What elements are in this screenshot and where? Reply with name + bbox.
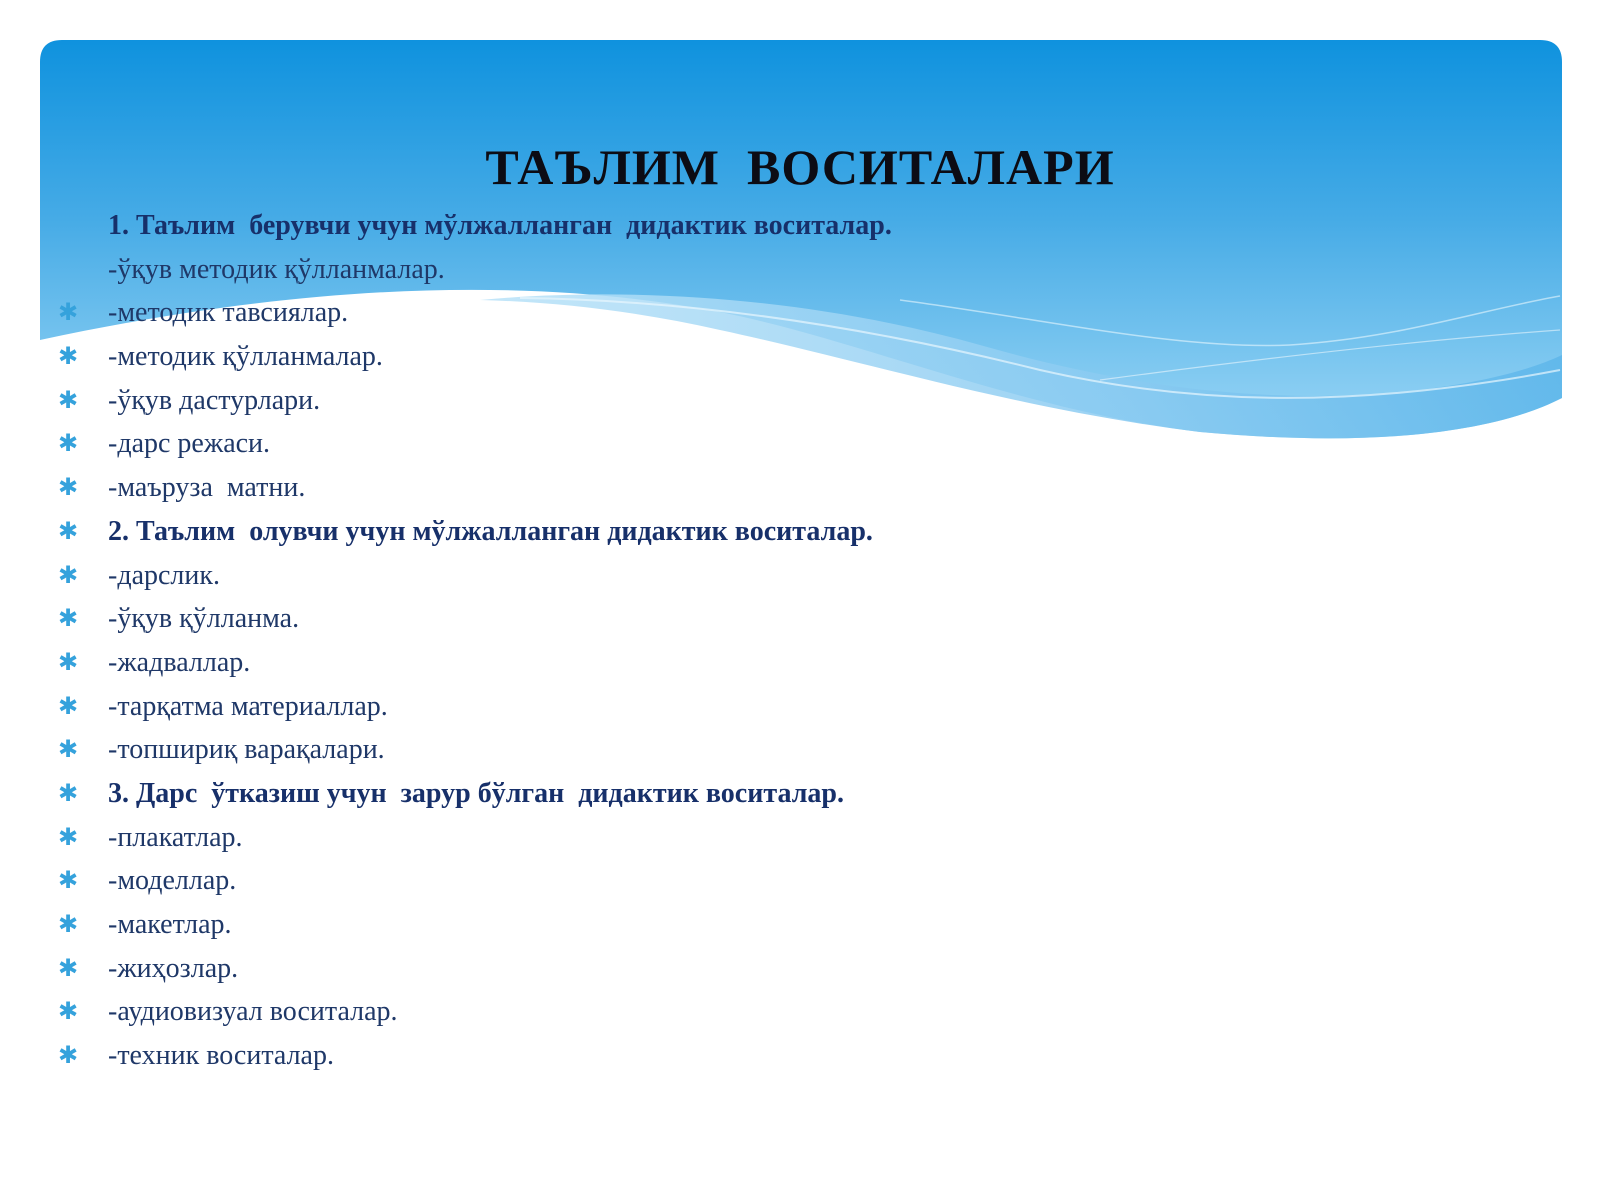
list-item [0, 947, 1600, 991]
list-item [0, 248, 1600, 292]
asterisk-icon: ✱ [58, 604, 79, 633]
list-item-text: -топшириқ варақалари. [108, 734, 385, 766]
section-heading [0, 204, 1600, 248]
list-item [0, 859, 1600, 903]
list-item-text: -маъруза матни. [108, 472, 306, 504]
asterisk-icon: ✱ [58, 473, 79, 502]
section-heading-text: 1. Таълим берувчи учун мўлжалланган дидактик воситалар. [108, 210, 892, 241]
asterisk-icon: ✱ [58, 866, 79, 895]
list-item-text: -жадваллар. [108, 646, 251, 678]
list-item-text: -методик қўлланмалар. [108, 341, 383, 373]
asterisk-icon: ✱ [58, 910, 79, 938]
list-item-text: -ўқув дастурлари. [108, 384, 321, 416]
list-item-text: -аудиовизуал воситалар. [108, 996, 398, 1028]
list-item [0, 291, 1600, 335]
list-item [0, 641, 1600, 685]
list-item-text: -ўқув қўлланма. [108, 603, 300, 635]
list-item-text: -методик тавсиялар. [108, 297, 349, 329]
asterisk-icon: ✱ [58, 560, 79, 589]
section-heading-text: 3. Дарс ўтказиш учун зарур бўлган дидактик воситалар. [108, 777, 844, 809]
section-heading-text: 2. Таълим олувчи учун мўлжалланган дидактик воситалар. [108, 515, 873, 547]
list-item-text: -плакатлар. [108, 821, 243, 853]
list-item [0, 1034, 1600, 1078]
list-item-text: -дарс режаси. [108, 428, 271, 460]
list-item-text: -моделлар. [108, 865, 237, 897]
list-item-text: -техник воситалар. [108, 1040, 334, 1072]
content-list [0, 204, 1600, 1078]
list-item-text: -макетлар. [108, 909, 232, 940]
slide-title: ТАЪЛИМ ВОСИТАЛАРИ [485, 139, 1115, 195]
list-item [0, 554, 1600, 598]
section-heading [0, 510, 1600, 554]
asterisk-icon: ✱ [58, 953, 79, 982]
list-item [0, 903, 1600, 947]
asterisk-icon: ✱ [58, 516, 79, 545]
list-item-text: -тарқатма материаллар. [108, 690, 388, 722]
list-item-text: -ўқув методик қўлланмалар. [108, 253, 445, 285]
asterisk-icon: ✱ [58, 429, 79, 458]
list-item [0, 990, 1600, 1034]
asterisk-icon: ✱ [58, 691, 79, 720]
asterisk-icon: ✱ [58, 1041, 79, 1070]
list-item [0, 422, 1600, 466]
list-item [0, 816, 1600, 860]
list-item-text: -жиҳозлар. [108, 952, 239, 984]
asterisk-icon: ✱ [58, 298, 79, 327]
list-item [0, 685, 1600, 729]
list-item [0, 728, 1600, 772]
asterisk-icon: ✱ [58, 385, 79, 414]
list-item [0, 466, 1600, 510]
asterisk-icon: ✱ [58, 822, 79, 851]
list-item [0, 335, 1600, 379]
asterisk-icon: ✱ [58, 997, 79, 1026]
section-heading [0, 772, 1600, 816]
asterisk-icon: ✱ [58, 778, 79, 807]
list-item [0, 379, 1600, 423]
asterisk-icon: ✱ [58, 647, 79, 676]
asterisk-icon: ✱ [58, 735, 79, 764]
asterisk-icon: ✱ [58, 342, 79, 371]
list-item [0, 597, 1600, 641]
list-item-text: -дарслик. [108, 559, 220, 591]
